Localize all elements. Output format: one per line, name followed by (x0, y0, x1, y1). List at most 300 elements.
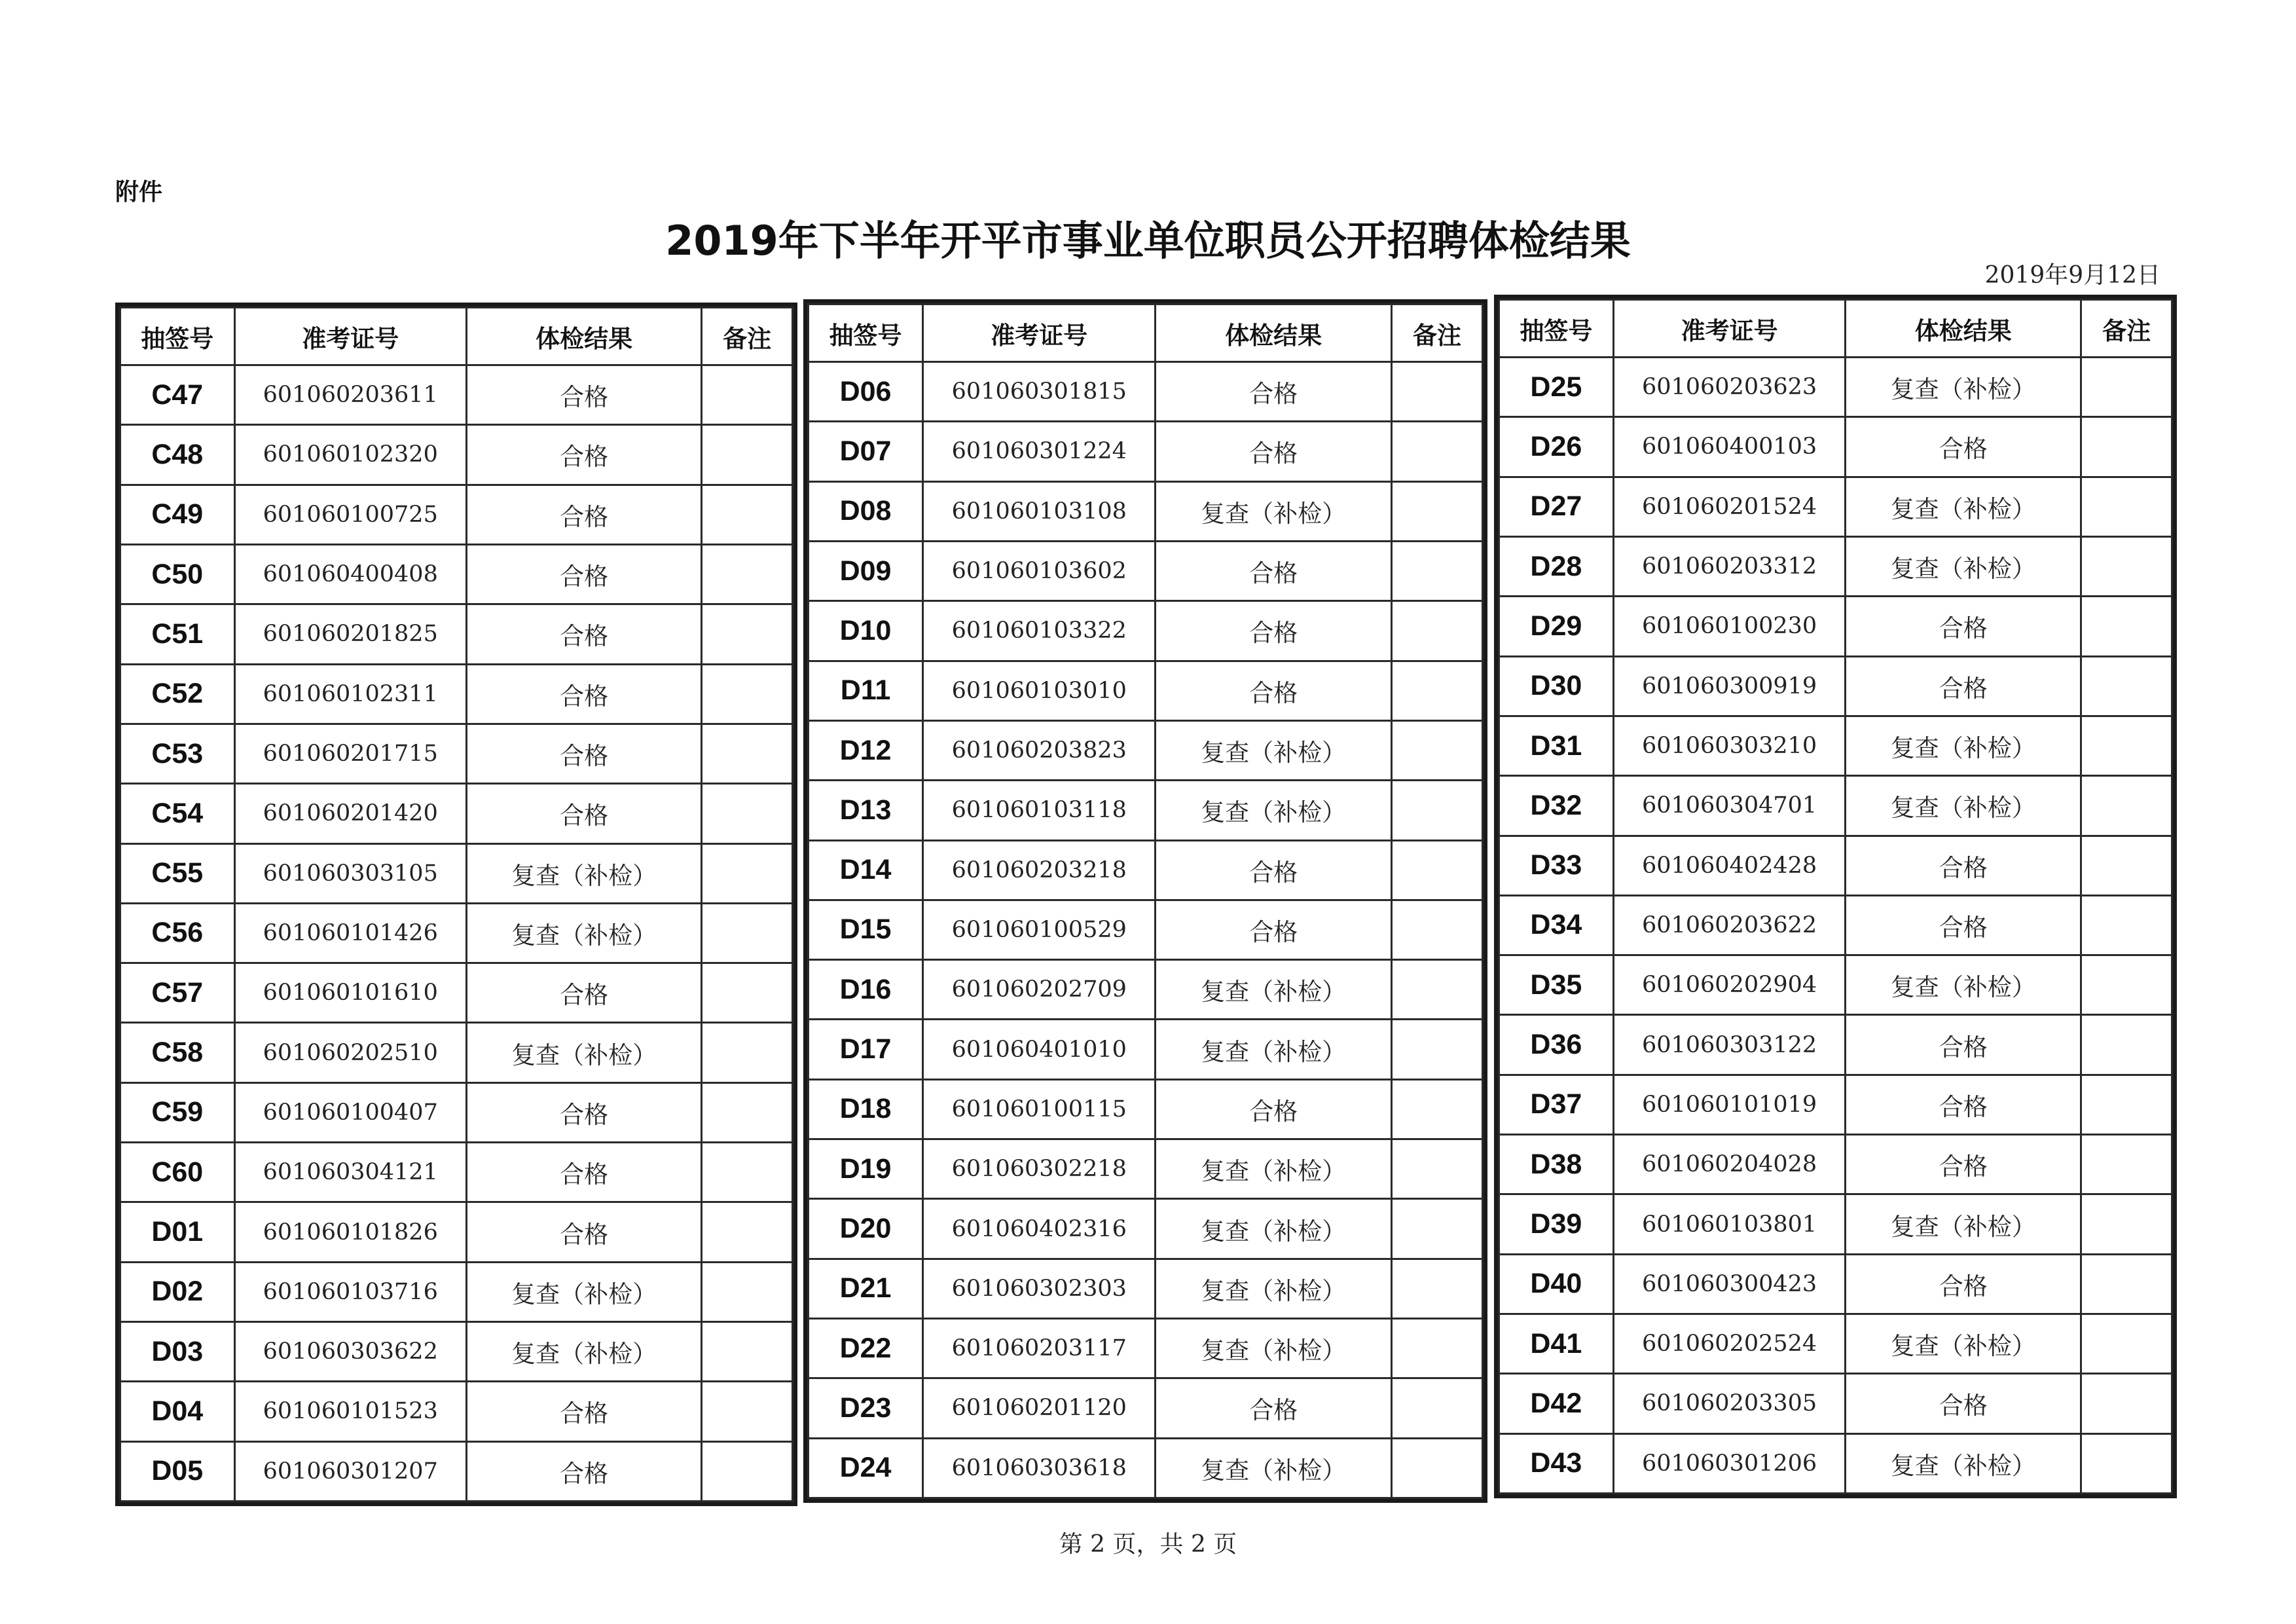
remark-cell (702, 1023, 793, 1082)
result-cell: 合格 (466, 1143, 701, 1202)
exam-id-cell: 601060402316 (923, 1199, 1156, 1259)
table-row (120, 604, 793, 664)
remark-cell (702, 784, 793, 843)
result-cell: 合格 (466, 963, 701, 1023)
table-row (809, 1378, 1483, 1438)
result-cell: 合格 (1156, 840, 1392, 900)
draw-number-cell: D02 (120, 1262, 235, 1321)
draw-number-cell: D36 (1499, 1015, 1614, 1075)
table-row (120, 1143, 793, 1202)
result-cell: 复查（补检） (1846, 536, 2081, 596)
remark-cell (2081, 477, 2172, 536)
remark-cell (2081, 597, 2172, 656)
draw-number-cell: D19 (809, 1139, 923, 1199)
table-row (120, 365, 793, 425)
remark-cell (702, 485, 793, 544)
table-row (809, 1079, 1483, 1139)
draw-number-cell: D16 (809, 960, 923, 1020)
draw-number-cell: D21 (809, 1259, 923, 1318)
table-row (809, 960, 1483, 1020)
column-header-remark: 备注 (702, 308, 793, 365)
exam-id-cell: 601060203218 (923, 840, 1156, 900)
remark-cell (2081, 1374, 2172, 1433)
remark-cell (1391, 1079, 1482, 1139)
result-cell: 合格 (466, 1082, 701, 1142)
table-row (120, 425, 793, 485)
exam-id-cell: 601060300423 (1613, 1254, 1846, 1314)
table-row (1499, 955, 2172, 1015)
result-cell: 复查（补检） (1846, 955, 2081, 1015)
remark-cell (1391, 422, 1482, 481)
remark-cell (2081, 895, 2172, 955)
exam-id-cell: 601060203622 (1613, 895, 1846, 955)
result-cell: 合格 (1846, 1135, 2081, 1194)
remark-cell (1391, 1259, 1482, 1318)
draw-number-cell: C58 (120, 1023, 235, 1082)
document-date: 2019年9月12日 (1984, 262, 2160, 289)
remark-cell (2081, 1433, 2172, 1493)
exam-id-cell: 601060202709 (923, 960, 1156, 1020)
result-cell: 复查（补检） (1846, 1314, 2081, 1374)
exam-id-cell: 601060100725 (234, 485, 466, 544)
draw-number-cell: D20 (809, 1199, 923, 1259)
result-cell: 复查（补检） (1156, 1020, 1392, 1079)
draw-number-cell: D11 (809, 661, 923, 720)
result-cell: 合格 (1156, 541, 1392, 600)
result-cell: 合格 (466, 784, 701, 843)
draw-number-cell: C51 (120, 604, 235, 664)
draw-number-cell: D15 (809, 900, 923, 959)
result-cell: 复查（补检） (1846, 716, 2081, 775)
exam-id-cell: 601060303122 (1613, 1015, 1846, 1075)
result-cell: 合格 (466, 1202, 701, 1262)
table-row (809, 840, 1483, 900)
remark-cell (1391, 1378, 1482, 1438)
result-cell: 复查（补检） (1156, 960, 1392, 1020)
column-header-remark: 备注 (1391, 304, 1482, 362)
draw-number-cell: C59 (120, 1082, 235, 1142)
table-header-row (120, 308, 793, 365)
table-row (809, 720, 1483, 780)
result-cell: 复查（补检） (466, 843, 701, 903)
draw-number-cell: D06 (809, 362, 923, 422)
table-row (120, 903, 793, 963)
result-cell: 合格 (1156, 1378, 1392, 1438)
table-row (1499, 477, 2172, 536)
remark-cell (702, 604, 793, 664)
draw-number-cell: C52 (120, 664, 235, 724)
result-cell: 合格 (1846, 597, 2081, 656)
result-cell: 复查（补检） (1156, 720, 1392, 780)
result-cell: 复查（补检） (1156, 1259, 1392, 1318)
table-row (809, 422, 1483, 481)
draw-number-cell: D07 (809, 422, 923, 481)
draw-number-cell: D22 (809, 1319, 923, 1378)
table-row (809, 781, 1483, 840)
table-row (809, 1139, 1483, 1199)
remark-cell (702, 1143, 793, 1202)
remark-cell (1391, 541, 1482, 600)
draw-number-cell: D23 (809, 1378, 923, 1438)
table-row (1499, 536, 2172, 596)
table-row (1499, 656, 2172, 716)
remark-cell (1391, 362, 1482, 422)
draw-number-cell: D41 (1499, 1314, 1614, 1374)
table-row (120, 664, 793, 724)
result-cell: 复查（补检） (1156, 1139, 1392, 1199)
table-row (120, 1382, 793, 1441)
exam-id-cell: 601060301224 (923, 422, 1156, 481)
table-row (809, 362, 1483, 422)
remark-cell (1391, 1199, 1482, 1259)
draw-number-cell: D25 (1499, 358, 1614, 417)
result-cell: 复查（补检） (1846, 776, 2081, 836)
draw-number-cell: C47 (120, 365, 235, 425)
column-header-exam-id: 准考证号 (234, 308, 466, 365)
exam-id-cell: 601060101826 (234, 1202, 466, 1262)
remark-cell (2081, 1015, 2172, 1075)
remark-cell (702, 544, 793, 604)
result-cell: 合格 (1156, 661, 1392, 720)
draw-number-cell: D34 (1499, 895, 1614, 955)
result-cell: 合格 (1846, 895, 2081, 955)
exam-id-cell: 601060102311 (234, 664, 466, 724)
draw-number-cell: D38 (1499, 1135, 1614, 1194)
remark-cell (702, 1322, 793, 1382)
result-cell: 复查（补检） (1156, 1438, 1392, 1498)
exam-id-cell: 601060301815 (923, 362, 1156, 422)
draw-number-cell: D30 (1499, 656, 1614, 716)
table-row (1499, 895, 2172, 955)
exam-id-cell: 601060203312 (1613, 536, 1846, 596)
draw-number-cell: D33 (1499, 836, 1614, 895)
column-header-result: 体检结果 (1846, 300, 2081, 358)
draw-number-cell: D40 (1499, 1254, 1614, 1314)
remark-cell (1391, 1319, 1482, 1378)
exam-id-cell: 601060202510 (234, 1023, 466, 1082)
page-number: 第 2 页，共 2 页 (1059, 1531, 1237, 1558)
result-cell: 复查（补检） (1156, 781, 1392, 840)
exam-id-cell: 601060203623 (1613, 358, 1846, 417)
draw-number-cell: D42 (1499, 1374, 1614, 1433)
table-row (1499, 417, 2172, 477)
table-row (120, 1023, 793, 1082)
result-cell: 复查（补检） (1846, 1433, 2081, 1493)
remark-cell (2081, 417, 2172, 477)
result-cell: 复查（补检） (1846, 477, 2081, 536)
table-row (809, 601, 1483, 661)
table-row (809, 1319, 1483, 1378)
table-row (120, 1322, 793, 1382)
table-row (120, 724, 793, 783)
table-row (120, 1082, 793, 1142)
remark-cell (702, 1382, 793, 1441)
exam-id-cell: 601060302303 (923, 1259, 1156, 1318)
draw-number-cell: D12 (809, 720, 923, 780)
remark-cell (1391, 720, 1482, 780)
results-table-middle (803, 299, 1487, 1503)
column-header-exam-id: 准考证号 (923, 304, 1156, 362)
draw-number-cell: D31 (1499, 716, 1614, 775)
draw-number-cell: D08 (809, 481, 923, 541)
exam-id-cell: 601060101610 (234, 963, 466, 1023)
table-row (120, 1262, 793, 1321)
draw-number-cell: D14 (809, 840, 923, 900)
result-cell: 合格 (1156, 601, 1392, 661)
remark-cell (1391, 960, 1482, 1020)
result-cell: 合格 (1156, 422, 1392, 481)
result-cell: 合格 (1156, 362, 1392, 422)
exam-id-cell: 601060103108 (923, 481, 1156, 541)
remark-cell (702, 1262, 793, 1321)
remark-cell (2081, 358, 2172, 417)
draw-number-cell: D04 (120, 1382, 235, 1441)
remark-cell (702, 724, 793, 783)
exam-id-cell: 601060400408 (234, 544, 466, 604)
remark-cell (702, 365, 793, 425)
draw-number-cell: D29 (1499, 597, 1614, 656)
result-cell: 合格 (466, 425, 701, 485)
table-row (1499, 597, 2172, 656)
result-cell: 合格 (1846, 1254, 2081, 1314)
page-title: 2019年下半年开平市事业单位职员公开招聘体检结果 (665, 217, 1631, 265)
draw-number-cell: D27 (1499, 477, 1614, 536)
exam-id-cell: 601060202524 (1613, 1314, 1846, 1374)
table-row (120, 843, 793, 903)
table-row (1499, 716, 2172, 775)
exam-id-cell: 601060304121 (234, 1143, 466, 1202)
remark-cell (702, 1082, 793, 1142)
draw-number-cell: D18 (809, 1079, 923, 1139)
table-row (809, 900, 1483, 959)
result-cell: 复查（补检） (466, 1322, 701, 1382)
draw-number-cell: D39 (1499, 1194, 1614, 1254)
table-header-row (809, 304, 1483, 362)
remark-cell (702, 664, 793, 724)
draw-number-cell: D13 (809, 781, 923, 840)
remark-cell (2081, 1075, 2172, 1134)
exam-id-cell: 601060103602 (923, 541, 1156, 600)
table-header-row (1499, 300, 2172, 358)
draw-number-cell: C60 (120, 1143, 235, 1202)
table-row (1499, 1015, 2172, 1075)
result-cell: 复查（补检） (1156, 1199, 1392, 1259)
result-cell: 复查（补检） (1156, 481, 1392, 541)
remark-cell (2081, 776, 2172, 836)
table-row (809, 1259, 1483, 1318)
result-cell: 合格 (1846, 417, 2081, 477)
exam-id-cell: 601060301207 (234, 1441, 466, 1501)
remark-cell (702, 1202, 793, 1262)
exam-id-cell: 601060100115 (923, 1079, 1156, 1139)
exam-id-cell: 601060301206 (1613, 1433, 1846, 1493)
draw-number-cell: D26 (1499, 417, 1614, 477)
result-cell: 合格 (466, 724, 701, 783)
exam-id-cell: 601060204028 (1613, 1135, 1846, 1194)
table-row (809, 481, 1483, 541)
table-row (120, 544, 793, 604)
result-cell: 复查（补检） (466, 1023, 701, 1082)
remark-cell (1391, 781, 1482, 840)
exam-id-cell: 601060101019 (1613, 1075, 1846, 1134)
exam-id-cell: 601060300919 (1613, 656, 1846, 716)
result-cell: 合格 (466, 1441, 701, 1501)
exam-id-cell: 601060201120 (923, 1378, 1156, 1438)
exam-id-cell: 601060302218 (923, 1139, 1156, 1199)
draw-number-cell: D24 (809, 1438, 923, 1498)
result-cell: 合格 (466, 485, 701, 544)
remark-cell (702, 1441, 793, 1501)
exam-id-cell: 601060100230 (1613, 597, 1846, 656)
remark-cell (1391, 900, 1482, 959)
remark-cell (1391, 481, 1482, 541)
table-row (120, 963, 793, 1023)
result-cell: 合格 (1846, 836, 2081, 895)
column-header-remark: 备注 (2081, 300, 2172, 358)
remark-cell (1391, 601, 1482, 661)
results-table (119, 306, 793, 1502)
exam-id-cell: 601060203823 (923, 720, 1156, 780)
exam-id-cell: 601060203117 (923, 1319, 1156, 1378)
table-row (1499, 1254, 2172, 1314)
exam-id-cell: 601060201524 (1613, 477, 1846, 536)
exam-id-cell: 601060103716 (234, 1262, 466, 1321)
exam-id-cell: 601060101426 (234, 903, 466, 963)
table-row (1499, 776, 2172, 836)
remark-cell (2081, 955, 2172, 1015)
exam-id-cell: 601060303618 (923, 1438, 1156, 1498)
table-row (1499, 1374, 2172, 1433)
exam-id-cell: 601060102320 (234, 425, 466, 485)
result-cell: 合格 (466, 544, 701, 604)
exam-id-cell: 601060103322 (923, 601, 1156, 661)
column-header-draw-no: 抽签号 (809, 304, 923, 362)
remark-cell (702, 903, 793, 963)
table-row (120, 1441, 793, 1501)
table-row (120, 485, 793, 544)
attachment-label: 附件 (115, 179, 163, 206)
draw-number-cell: D35 (1499, 955, 1614, 1015)
exam-id-cell: 601060304701 (1613, 776, 1846, 836)
remark-cell (2081, 656, 2172, 716)
exam-id-cell: 601060201420 (234, 784, 466, 843)
draw-number-cell: D37 (1499, 1075, 1614, 1134)
draw-number-cell: C53 (120, 724, 235, 783)
remark-cell (2081, 1194, 2172, 1254)
draw-number-cell: D10 (809, 601, 923, 661)
exam-id-cell: 601060303210 (1613, 716, 1846, 775)
column-header-result: 体检结果 (466, 308, 701, 365)
draw-number-cell: D43 (1499, 1433, 1614, 1493)
result-cell: 合格 (466, 365, 701, 425)
exam-id-cell: 601060401010 (923, 1020, 1156, 1079)
draw-number-cell: C50 (120, 544, 235, 604)
column-header-draw-no: 抽签号 (120, 308, 235, 365)
remark-cell (2081, 836, 2172, 895)
draw-number-cell: C55 (120, 843, 235, 903)
column-header-exam-id: 准考证号 (1613, 300, 1846, 358)
column-header-result: 体检结果 (1156, 304, 1392, 362)
table-row (809, 1438, 1483, 1498)
results-table (807, 303, 1484, 1499)
remark-cell (2081, 716, 2172, 775)
exam-id-cell: 601060103118 (923, 781, 1156, 840)
exam-id-cell: 601060202904 (1613, 955, 1846, 1015)
table-row (1499, 1314, 2172, 1374)
result-cell: 复查（补检） (1846, 1194, 2081, 1254)
draw-number-cell: C49 (120, 485, 235, 544)
exam-id-cell: 601060203611 (234, 365, 466, 425)
exam-id-cell: 601060201825 (234, 604, 466, 664)
draw-number-cell: D09 (809, 541, 923, 600)
table-row (120, 784, 793, 843)
remark-cell (2081, 1314, 2172, 1374)
result-cell: 合格 (1846, 1075, 2081, 1134)
remark-cell (2081, 536, 2172, 596)
remark-cell (1391, 1139, 1482, 1199)
result-cell: 合格 (1846, 1374, 2081, 1433)
table-row (1499, 358, 2172, 417)
results-table-right (1494, 295, 2177, 1498)
draw-number-cell: D03 (120, 1322, 235, 1382)
draw-number-cell: D28 (1499, 536, 1614, 596)
exam-id-cell: 601060400103 (1613, 417, 1846, 477)
table-row (809, 541, 1483, 600)
result-cell: 复查（补检） (1156, 1319, 1392, 1378)
draw-number-cell: D17 (809, 1020, 923, 1079)
remark-cell (1391, 1020, 1482, 1079)
result-cell: 合格 (1846, 1015, 2081, 1075)
results-table-left (115, 303, 797, 1506)
draw-number-cell: C48 (120, 425, 235, 485)
draw-number-cell: D32 (1499, 776, 1614, 836)
table-row (809, 1020, 1483, 1079)
exam-id-cell: 601060103010 (923, 661, 1156, 720)
remark-cell (702, 963, 793, 1023)
remark-cell (1391, 661, 1482, 720)
results-table (1498, 299, 2173, 1494)
draw-number-cell: D01 (120, 1202, 235, 1262)
result-cell: 合格 (466, 664, 701, 724)
result-cell: 复查（补检） (1846, 358, 2081, 417)
exam-id-cell: 601060402428 (1613, 836, 1846, 895)
exam-id-cell: 601060303105 (234, 843, 466, 903)
draw-number-cell: D05 (120, 1441, 235, 1501)
exam-id-cell: 601060101523 (234, 1382, 466, 1441)
table-row (1499, 1433, 2172, 1493)
remark-cell (2081, 1135, 2172, 1194)
exam-id-cell: 601060100407 (234, 1082, 466, 1142)
table-row (1499, 1194, 2172, 1254)
column-header-draw-no: 抽签号 (1499, 300, 1614, 358)
result-cell: 复查（补检） (466, 1262, 701, 1321)
result-cell: 合格 (1846, 656, 2081, 716)
exam-id-cell: 601060201715 (234, 724, 466, 783)
draw-number-cell: C54 (120, 784, 235, 843)
exam-id-cell: 601060103801 (1613, 1194, 1846, 1254)
table-row (1499, 1075, 2172, 1134)
exam-id-cell: 601060303622 (234, 1322, 466, 1382)
remark-cell (2081, 1254, 2172, 1314)
remark-cell (1391, 840, 1482, 900)
exam-id-cell: 601060100529 (923, 900, 1156, 959)
result-cell: 合格 (466, 1382, 701, 1441)
table-row (120, 1202, 793, 1262)
remark-cell (702, 425, 793, 485)
remark-cell (702, 843, 793, 903)
result-cell: 复查（补检） (466, 903, 701, 963)
draw-number-cell: C56 (120, 903, 235, 963)
